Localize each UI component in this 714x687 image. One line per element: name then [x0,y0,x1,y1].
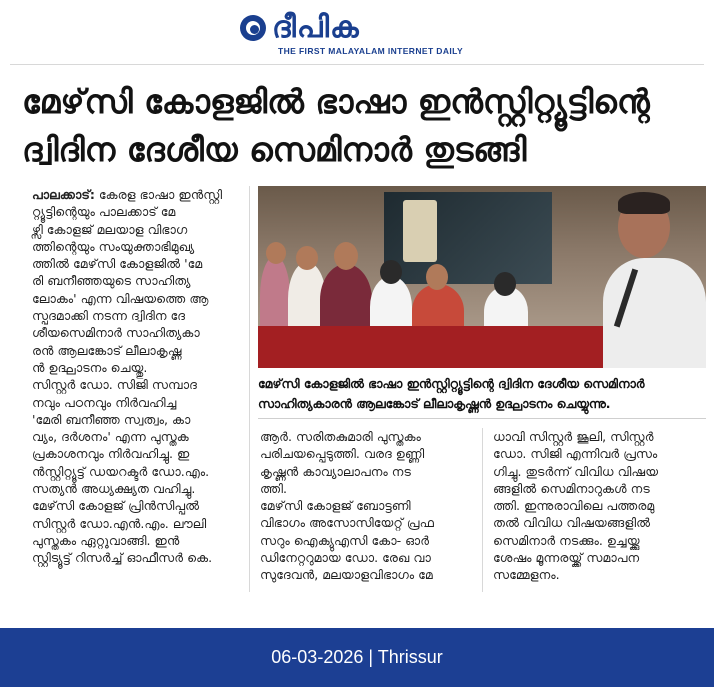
column-divider [482,428,483,592]
tagline: THE FIRST MALAYALAM INTERNET DAILY [278,46,464,56]
article-headline [22,78,702,174]
event-photo [258,186,706,368]
footer-bar [0,628,714,687]
photo-caption [258,374,706,414]
header-divider [10,64,704,65]
column-left-body: കേരള ഭാഷാ ഇൻസ്റ്റി റ്റ്യൂട്ടിന്റെയും പാലക്കാട് മേ ഴ്സി കോളജ് മലയാള വിഭാഗ ത്തിന്റെയും സംയുക്താഭിമുഖ്യ ത്തിൽ മേഴ്‌സി കോളജിൽ 'മേ രി ബനീഞ്ഞയുടെ സാഹിത്യ ലോകം' എന്ന വിഷയത്തെ ആ സ്പദമാക്കി നടന്ന ദ്വിദിന ദേ ശീയസെമിനാർ സാഹിത്യകാ രൻ ആലങ്കോട് ലീലാകൃഷ്ണ ൻ ഉദ്ഘാടനം ചെയ്തു. സിസ്റ്റർ ഡോ. സിജി സമ്പാദ നവും പഠനവും നിർവഹിച്ച 'മേരി ബനീഞ്ഞ സ്വത്വം, കാ വ്യം, ദർശനം' എന്ന പുസ്തക പ്രകാശനവും നിർവഹിച്ചു. ഇ ൻസ്റ്റിറ്റ്യൂട്ട് ഡയറക്ടർ ഡോ.എം. സത്യൻ അധ്യക്ഷ്യത വഹിച്ചു. മേഴ്‌സി കോളജ് പ്രിൻസിപ്പൽ സിസ്റ്റർ ഡോ.എൻ.എം. ലൗലി പുസ്തകം ഏറ്റുവാങ്ങി. ഇൻ സ്റ്റിട്യൂട്ട് റിസർച്ച് ഓഫീസർ കെ. [32,187,223,566]
dateline: പാലക്കാട്: [32,187,95,202]
footer-date-location: 06-03-2026 | Thrissur [271,647,443,667]
caption-line-2: സാഹിത്യകാരൻ ആലങ്കോട് ലീലാകൃഷ്ണൻ ഉദ്ഘാടനം ചെയ്യുന്നു. [258,396,611,411]
masthead [0,0,714,62]
headline-line-2: ദ്വിദിന ദേശീയ സെമിനാർ തുടങ്ങി [22,130,527,169]
article-column-left [32,186,242,567]
person-head [494,272,516,296]
person-head [266,242,286,264]
person-head [380,260,402,284]
headline-line-1: മേഴ്‌സി കോളജിൽ ഭാഷാ ഇൻസ്റ്റിറ്റ്യൂട്ടിന്റെ [22,82,650,121]
person-head [426,264,448,290]
logo-text: ദീപിക [272,10,360,45]
deepika-logo-icon [240,15,266,41]
speaker-hair [618,192,670,214]
caption-line-1: മേഴ്‌സി കോളജിൽ ഭാഷാ ഇൻസ്റ്റിറ്റ്യൂട്ടിന്റെ ദ്വിദിന ദേശീയ സെമിനാർ [258,376,645,391]
audience-person [260,256,290,336]
person-head [296,246,318,270]
article-column-right: ധാവി സിസ്റ്റർ ജൂലി, സിസ്റ്റർ ഡോ. സിജി എന്നിവർ പ്രസം ഗിച്ചു. തുടർന്ന് വിവിധ വിഷയ ങ്ങളിൽ സെമിനാറുകൾ നട ത്തി. ഇന്നുരാവിലെ പത്തരമു തൽ വിവിധ വിഷയങ്ങളിൽ സെമിനാർ നടക്കും. ഉച്ചയ്ക്കു ശേഷം മൂന്നരയ്ക്ക് സമാപന സമ്മേളനം. [493,429,659,583]
column-divider [249,186,250,592]
caption-divider [258,418,706,419]
person-head [334,242,358,270]
article-column-middle: ആർ. സരിതകുമാരി പുസ്തകം പരിചയപ്പെടുത്തി. വരദ ഉണ്ണി കൃഷ്ണൻ കാവ്യാലാപനം നട ത്തി. മേഴ്‌സി കോളജ് ബോട്ടണി വിഭാഗം അസോസിയേറ്റ് പ്രഫ സറും ഐക്യുഎസി കോ- ഓർ ഡിനേറ്ററുമായ ഡോ. രേഖ വാ സുദേവൻ, മലയാളവിഭാഗം മേ [260,429,434,583]
screen-book-image [403,200,437,262]
logo[interactable] [240,8,360,48]
